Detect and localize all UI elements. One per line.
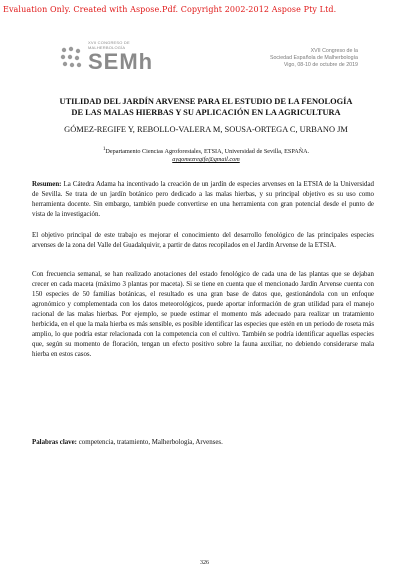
objetivo-paragraph: El objetivo principal de este trabajo es mejorar el conocimiento del desarrollo fenológico de las principales especies arvenses de la zona del Valle del Guadalquivir, a partir de datos recopilados en el Jardín Arvense de la ETSIA. bbox=[32, 232, 374, 249]
title-line2: DE LAS MALAS HIERBAS Y SU APLICACIÓN EN LA AGRICULTURA bbox=[71, 108, 341, 117]
logo-tagline: XVII CONGRESO DE MALHERBOLOGÍA bbox=[88, 40, 130, 50]
affiliation-sup: 1 bbox=[102, 146, 106, 152]
semh-logo bbox=[28, 40, 158, 80]
resumen-label: Resumen: bbox=[32, 181, 62, 188]
evaluation-watermark: Evaluation Only. Created with Aspose.Pdf. Copyright 2002-2012 Aspose Pty Ltd. bbox=[3, 5, 337, 14]
logo-dots-icon bbox=[58, 44, 86, 72]
affiliation-text: Departamento Ciencias Agroforestales, ETSIA, Universidad de Sevilla, ESPAÑA. bbox=[105, 148, 310, 156]
logo-text: SEMh bbox=[88, 49, 154, 74]
resumen-text: La Cátedra Adama ha incentivado la creación de un jardín de especies arvenses en la ETSIA de la Universidad de Sevilla. Se trata de un jardín botánico pero dedicado a las malas hierbas, y su principal objetivo es su uso como herramienta docente. Sin embargo, también puede convertirse en una herramienta con gran potencial desde el punto de vista de la investigación. bbox=[32, 181, 374, 218]
congress-info bbox=[270, 48, 358, 70]
email-link[interactable]: aygomezregife@gmail.com bbox=[172, 156, 240, 164]
keywords-label: Palabras clave: bbox=[32, 439, 77, 446]
title-line1: UTILIDAD DEL JARDÍN ARVENSE PARA EL ESTUDIO DE LA FENOLOGÍA bbox=[59, 97, 353, 106]
resumen-paragraph bbox=[32, 180, 374, 220]
page-number: 326 bbox=[200, 560, 209, 566]
congress-line1: XVII Congreso de la bbox=[310, 48, 358, 54]
affiliation bbox=[20, 145, 392, 164]
keywords-paragraph bbox=[32, 438, 374, 448]
frecuencia-paragraph: Con frecuencia semanal, se han realizado anotaciones del estado fenológico de cada una de las plantas que se dejaban crecer en cada maceta (máximo 3 plantas por maceta). Si se tiene en cuenta que el mencionado Jardín Arvense cuenta con 150 especies de 50 familias botánicas, el resultado es una gran base de datos que, gestionándola con un enfoque agronómico y complementada con los datos meteorológicos, puede aportar información de gran utilidad para el manejo racional de las malas hierbas. Por ejemplo, se puede estimar el momento más adecuado para realizar un tratamiento herbicida, en el que la mala hierba es más sensible, es posible identificar las especies que estén en un periodo de roseta más amplio, lo que podría estar relacionada con la competencia con el cultivo. También se podría identificar aquellas especies que, según su momento de floración, tengan un efecto positivo sobre la fauna auxiliar, no debiendo considerarse mala hierba en estos casos. bbox=[32, 271, 374, 358]
congress-line3: Vigo, 08-10 de octubre de 2019 bbox=[283, 62, 358, 69]
authors: GÓMEZ-REGIFE Y, REBOLLO-VALERA M, SOUSA-ORTEGA C, URBANO JM bbox=[64, 125, 348, 134]
congress-line2: Sociedad Española de Malherbología bbox=[269, 55, 358, 62]
paper-title bbox=[20, 96, 392, 118]
keywords-text: competencia, tratamiento, Malherbología, Arvenses. bbox=[78, 439, 223, 446]
